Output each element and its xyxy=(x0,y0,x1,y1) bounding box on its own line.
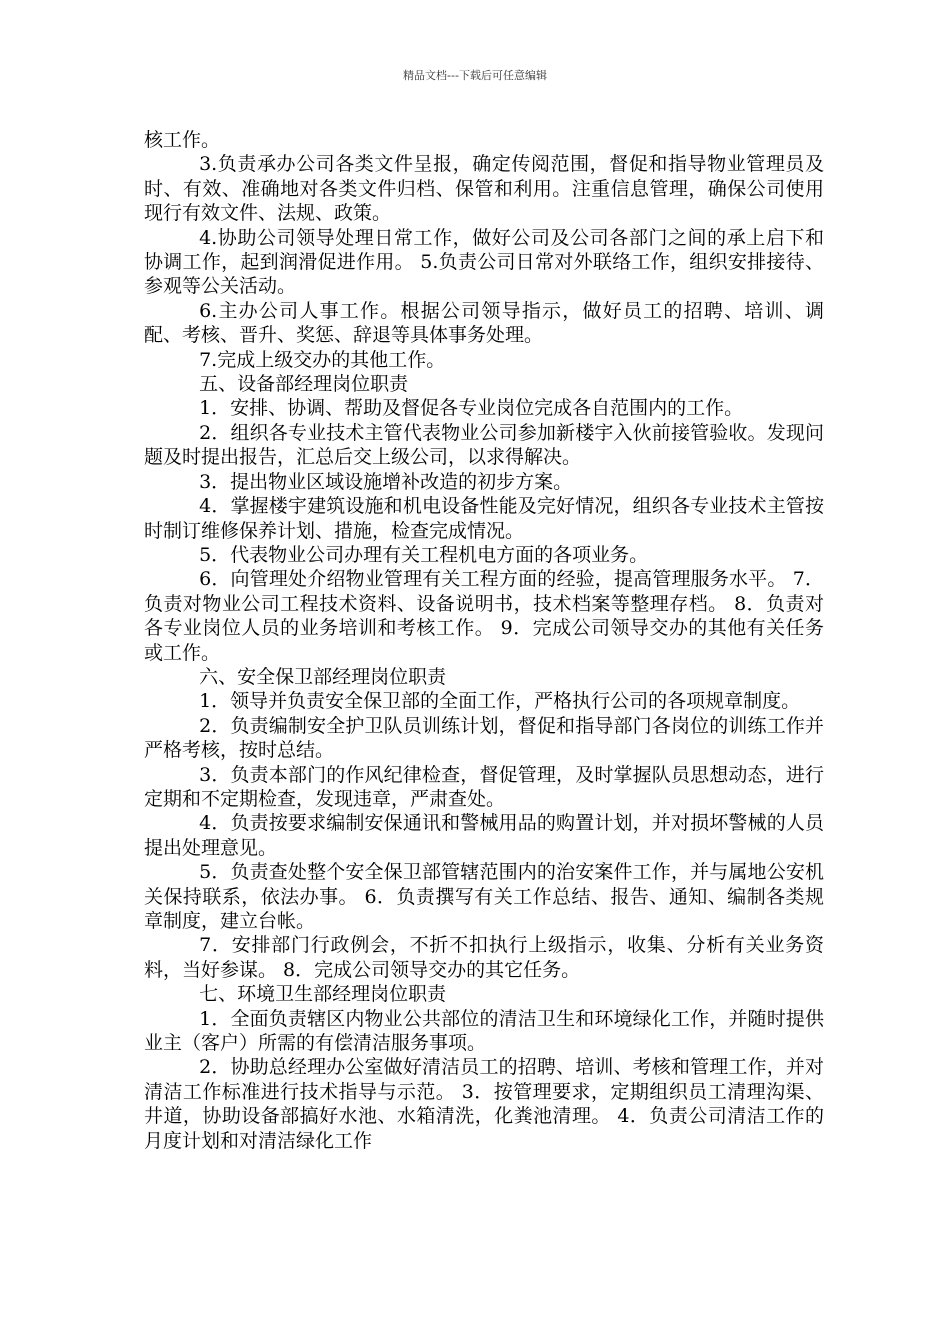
paragraph: 1．全面负责辖区内物业公共部位的清洁卫生和环境绿化工作，并随时提供业主（客户）所需的有偿清洁服务事项。 xyxy=(144,1007,824,1055)
page-header-note: 精品文档---下载后可任意编辑 xyxy=(403,69,547,82)
section-heading: 七、环境卫生部经理岗位职责 xyxy=(199,983,447,1006)
paragraph: 4．掌握楼宇建筑设施和机电设备性能及完好情况，组织各专业技术主管按时制订维修保养计划、措施，检查完成情况。 xyxy=(144,495,824,542)
paragraph: 1．领导并负责安全保卫部的全面工作，严格执行公司的各项规章制度。 xyxy=(199,690,801,713)
paragraph: 5．负责查处整个安全保卫部管辖范围内的治安案件工作，并与属地公安机关保持联系，依法办事。 6．负责撰写有关工作总结、报告、通知、编制各类规章制度，建立台帐。 xyxy=(144,861,824,932)
paragraph: 5．代表物业公司办理有关工程机电方面的各项业务。 xyxy=(199,543,649,566)
paragraph: 2．协助总经理办公室做好清洁员工的招聘、培训、考核和管理工作，并对清洁工作标准进行技术指导与示范。 3．按管理要求，定期组织员工清理沟渠、井道，协助设备部搞好水池、水箱清洗，化粪池清理。 4．负责公司清洁工作的月度计划和对清洁绿化工作 xyxy=(144,1056,824,1152)
paragraph: 4.协助公司领导处理日常工作，做好公司及公司各部门之间的承上启下和协调工作，起到润滑促进作用。 5.负责公司日常对外联络工作，组织安排接待、参观等公关活动。 xyxy=(144,226,824,298)
paragraph: 2．负责编制安全护卫队员训练计划，督促和指导部门各岗位的训练工作并严格考核，按时总结。 xyxy=(144,714,824,762)
paragraph: 3．提出物业区域设施增补改造的初步方案。 xyxy=(199,470,573,493)
paragraph: 6．向管理处介绍物业管理有关工程方面的经验，提高管理服务水平。 7．负责对物业公司工程技术资料、设备说明书，技术档案等整理存档。 8．负责对各专业岗位人员的业务培训和考核工作。 9．完成公司领导交办的其他有关任务或工作。 xyxy=(144,568,824,664)
paragraph: 4．负责按要求编制安保通讯和警械用品的购置计划，并对损坏警械的人员提出处理意见。 xyxy=(144,812,824,859)
paragraph: 6.主办公司人事工作。根据公司领导指示，做好员工的招聘、培训、调配、考核、晋升、奖惩、辞退等具体事务处理。 xyxy=(144,299,824,347)
section-heading: 五、设备部经理岗位职责 xyxy=(199,373,409,396)
paragraph: 7．安排部门行政例会，不折不扣执行上级指示，收集、分析有关业务资料，当好参谋。 8．完成公司领导交办的其它任务。 xyxy=(144,934,824,981)
section-heading: 六、安全保卫部经理岗位职责 xyxy=(199,665,447,688)
paragraph: 3.负责承办公司各类文件呈报，确定传阅范围，督促和指导物业管理员及时、有效、准确地对各类文件归档、保管和利用。注重信息管理，确保公司使用现行有效文件、法规、政策。 xyxy=(144,153,824,225)
paragraph: 1．安排、协调、帮助及督促各专业岗位完成各自范围内的工作。 xyxy=(199,397,744,420)
paragraph-continuation: 核工作。 xyxy=(144,129,221,151)
paragraph: 3．负责本部门的作风纪律检查，督促管理，及时掌握队员思想动态，进行定期和不定期检查，发现违章，严肃查处。 xyxy=(144,763,824,810)
paragraph: 7.完成上级交办的其他工作。 xyxy=(199,348,446,371)
document-body xyxy=(144,128,824,1153)
paragraph: 2．组织各专业技术主管代表物业公司参加新楼宇入伙前接管验收。发现问题及时提出报告，汇总后交上级公司，以求得解决。 xyxy=(144,421,824,469)
